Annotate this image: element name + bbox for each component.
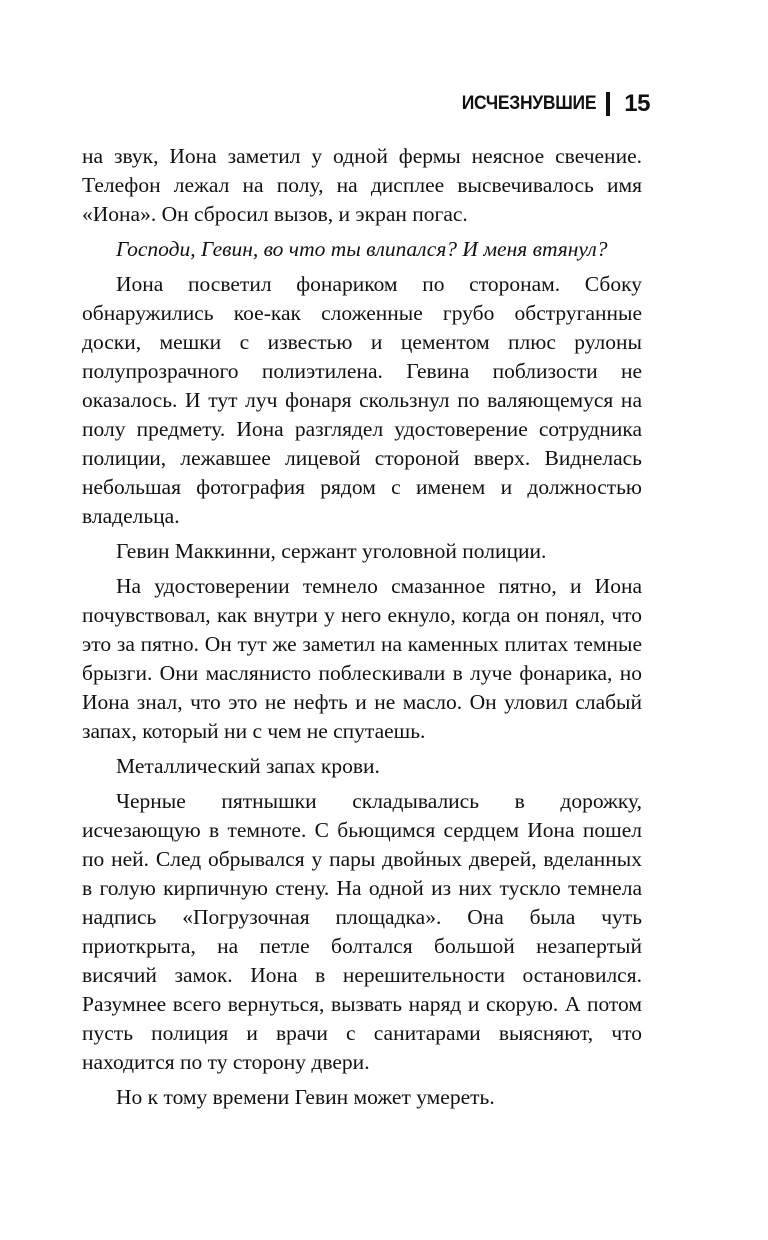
paragraph: Черные пятнышки складывались в дорожку, исчезающую в темноте. С бьющимся сердцем Иона пошел по ней. След обрывался у пары двойных дверей, вделанных в голую кирпичную стену. На одной из них тускло темнела надпись «Погрузочная площадка». Она была чуть приоткрыта, на петле болтался большой незапертый висячий замок. Иона в нерешительности остановился. Разумнее всего вернуться, вызвать наряд и скорую. А потом пусть полиция и врачи с санитарами выясняют, что находится по ту сторону двери. — [82, 789, 642, 1074]
page-header — [450, 90, 650, 118]
header-divider — [606, 92, 610, 116]
page-number: 15 — [624, 90, 650, 117]
paragraph: Гевин Маккинни, сержант уголовной полиции. — [116, 539, 547, 563]
paragraph: на звук, Иона заметил у одной фермы неясное свечение. Телефон лежал на полу, на дисплее высвечивалось имя «Иона». Он сбросил вызов, и экран погас. — [82, 144, 642, 226]
running-title: ИСЧЕЗНУВШИЕ — [461, 93, 597, 114]
paragraph: На удостоверении темнело смазанное пятно, и Иона почувствовал, как внутри у него екнуло, когда он понял, что это за пятно. Он тут же заметил на каменных плитах темные брызги. Они маслянисто поблескивали в луче фонарика, но Иона знал, что это не нефть и не масло. Он уловил слабый запах, который ни с чем не спутаешь. — [82, 574, 642, 743]
paragraph: Металлический запах крови. — [116, 754, 380, 778]
body-text — [82, 142, 642, 1118]
paragraph-italic: Господи, Гевин, во что ты влипался? И меня втянул? — [116, 237, 608, 261]
paragraph: Иона посветил фонариком по сторонам. Сбоку обнаружились кое-как сложенные грубо обструганные доски, мешки с известью и цементом плюс рулоны полупрозрачного полиэтилена. Гевина поблизости не оказалось. И тут луч фонаря скользнул по валяющемуся на полу предмету. Иона разглядел удостоверение сотрудника полиции, лежавшее лицевой стороной вверх. Виднелась небольшая фотография рядом с именем и должностью владельца. — [82, 272, 642, 528]
paragraph: Но к тому времени Гевин может умереть. — [116, 1085, 495, 1109]
